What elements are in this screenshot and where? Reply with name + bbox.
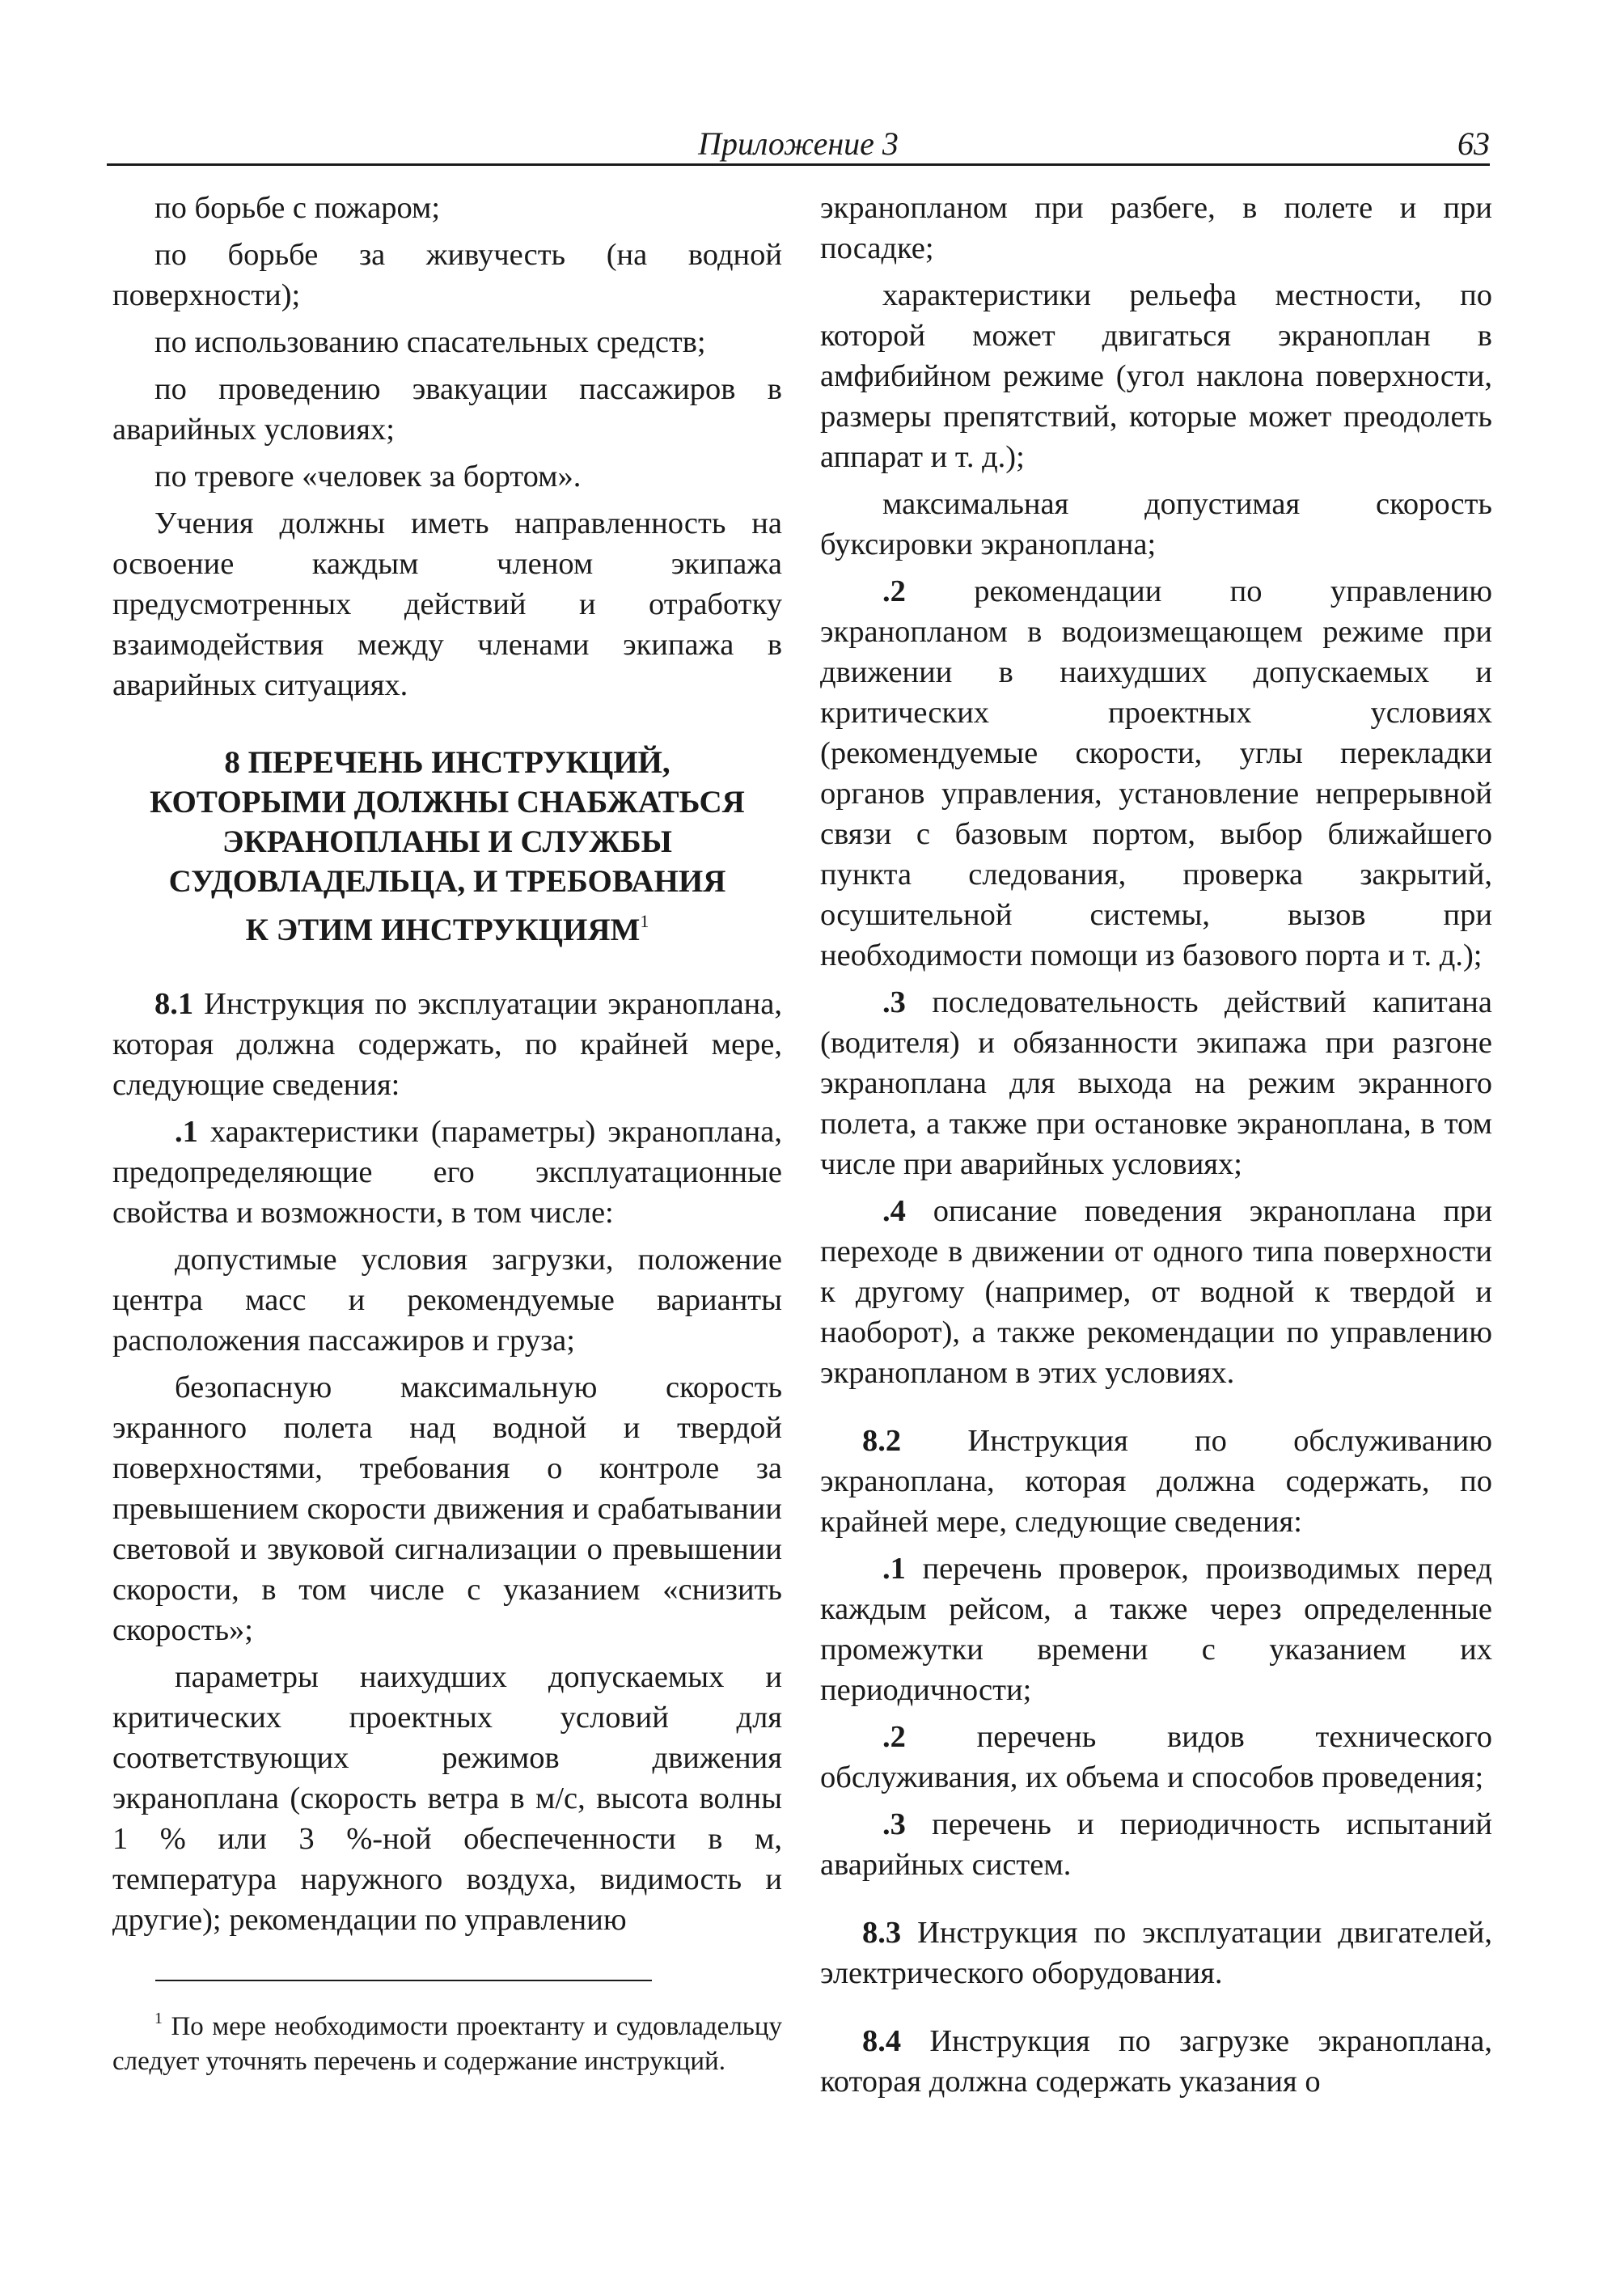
paragraph-8-1-2: .2 рекомендации по управлению экранопланом в водоизмещающем режиме при движении в наихудших допускаемых и критических проектных условиях (рекомендуемые скорости, углы перекладки органов управления, установление непрерывной связи с базовым портом, выбор ближайшего пункта следования, проверка закрытий, осушительной системы, вызов при необходимости помощи из базового порта и т. д.); — [820, 574, 1492, 972]
list-item: по борьбе с пожаром; — [154, 191, 441, 225]
paragraph-8-1-1: .1 характеристики (параметры) экраноплана, предопределяющие его эксплуатационные свойства и возможности, в том числе: — [112, 1115, 782, 1230]
paragraph-8-2-2: .2 перечень видов технического обслуживания, их объема и способов проведения; — [820, 1720, 1492, 1794]
footnote-rule — [155, 1980, 652, 1981]
running-header — [107, 121, 1490, 166]
paragraph-8-2: 8.2 Инструкция по обслуживанию экраноплана, которая должна содержать, по крайней мере, следующие сведения: — [820, 1424, 1492, 1539]
paragraph-8-1: 8.1 Инструкция по эксплуатации экраноплана, которая должна содержать, по крайней мере, следующие сведения: — [112, 987, 783, 1102]
paragraph-number: 8.4 — [862, 2024, 902, 2058]
heading-line: КОТОРЫМИ ДОЛЖНЫ СНАБЖАТЬСЯ — [150, 785, 745, 820]
footnote-mark: 1 — [154, 2010, 163, 2027]
paragraph-8-1-4: .4 описание поведения экраноплана при переходе в движении от одного типа поверхности к другому (например, от водной к твердой и наоборот), а также рекомендации по управлению экранопланом в этих условиях. — [820, 1194, 1493, 1390]
left-column — [112, 188, 782, 1940]
footnote — [112, 2002, 782, 2079]
list-item: по использованию спасательных средств; — [154, 325, 706, 359]
sub-paragraph: характеристики рельефа местности, по которой может двигаться экраноплан в амфибийном режиме (угол наклона поверхности, размеры препятствий, которые может преодолеть аппарат и т. д.); — [820, 278, 1492, 474]
paragraph-8-1-3: .3 последовательность действий капитана (водителя) и обязанности экипажа при разгоне экраноплана для выхода на режим экранного полета, а также при остановке экраноплана, в том числе при аварийных условиях; — [820, 985, 1493, 1181]
heading-line: СУДОВЛАДЕЛЬЦА, И ТРЕБОВАНИЯ — [168, 864, 726, 899]
heading-line: 8 ПЕРЕЧЕНЬ ИНСТРУКЦИЙ, — [224, 745, 670, 780]
list-item: по тревоге «человек за бортом». — [154, 460, 582, 494]
footnote-text: По мере необходимости проектанту и судовладельцу следует уточнять перечень и содержание инструкций. — [112, 2012, 782, 2076]
paragraph-number: 8.2 — [862, 1424, 902, 1458]
paragraph-8-2-3: .3 перечень и периодичность испытаний аварийных систем. — [820, 1807, 1493, 1882]
right-column — [820, 188, 1492, 2102]
sub-paragraph: допустимые условия загрузки, положение центра масс и рекомендуемые варианты расположения пассажиров и груза; — [112, 1243, 782, 1358]
paragraph-8-3: 8.3 Инструкция по эксплуатации двигателей, электрического оборудования. — [820, 1916, 1493, 1990]
paragraph-number: .1 — [175, 1115, 198, 1149]
paragraph-number: .3 — [882, 985, 906, 1019]
paragraph-number: .3 — [882, 1807, 906, 1841]
continuation-text: экранопланом при разбеге, в полете и при посадке; — [820, 191, 1492, 265]
section-heading — [112, 743, 782, 950]
paragraph-8-2-1: .1 перечень проверок, производимых перед каждым рейсом, а также через определенные промежутки времени с указанием их периодичности; — [820, 1552, 1493, 1707]
sub-paragraph: параметры наихудших допускаемых и критических проектных условий для соответствующих режимов движения экраноплана (скорость ветра в м/с, высота волны 1 % или 3 %-ной обеспеченности в м, температура наружного воздуха, видимость и другие); рекомендации по управлению — [112, 1660, 782, 1937]
exercises-paragraph: Учения должны иметь направленность на освоение каждым членом экипажа предусмотренных действий и отработку взаимодействия между членами экипажа в аварийных ситуациях. — [112, 506, 782, 702]
list-item: по борьбе за живучесть (на водной поверхности); — [112, 238, 782, 312]
paragraph-number: .2 — [882, 574, 906, 608]
sub-paragraph: максимальная допустимая скорость буксировки экраноплана; — [820, 487, 1492, 561]
heading-line: К ЭТИМ ИНСТРУКЦИЯМ$^1$ — [245, 911, 649, 947]
page-number: 63 — [1457, 125, 1490, 162]
running-title: Приложение 3 — [698, 125, 899, 162]
paragraph-number: .1 — [882, 1552, 906, 1586]
sub-paragraph: безопасную максимальную скорость экранного полета над водной и твердой поверхностями, требования о контроле за превышением скорости движения и срабатывании световой и звуковой сигнализации о превышении скорости, в том числе с указанием «снизить скорость»; — [112, 1370, 782, 1647]
paragraph-number: 8.1 — [154, 987, 194, 1021]
paragraph-8-4: 8.4 Инструкция по загрузке экраноплана, которая должна содержать указания о — [820, 2024, 1492, 2099]
paragraph-number: 8.3 — [862, 1916, 902, 1950]
list-item: по проведению эвакуации пассажиров в аварийных условиях; — [112, 372, 782, 447]
heading-line: ЭКРАНОПЛАНЫ И СЛУЖБЫ — [222, 824, 672, 859]
footnote-mark: 1 — [640, 911, 649, 931]
paragraph-number: .4 — [882, 1194, 906, 1228]
paragraph-number: .2 — [882, 1720, 906, 1754]
